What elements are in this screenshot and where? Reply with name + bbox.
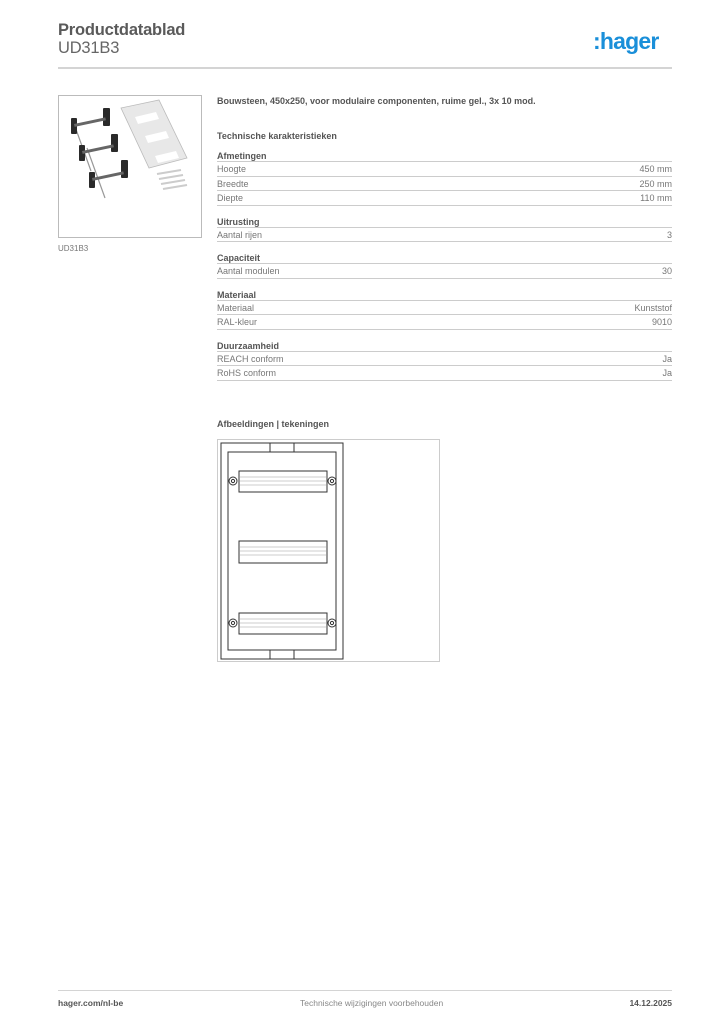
spec-label: Diepte (217, 193, 244, 203)
spec-label: Breedte (217, 178, 249, 189)
spec-value: Ja (662, 353, 672, 364)
enclosure-drawing-icon (220, 442, 344, 662)
spec-value: 30 (661, 266, 672, 276)
spec-label: Aantal rijen (217, 229, 263, 240)
spec-group-materiaal (217, 289, 672, 330)
product-photo-caption: UD31B3 (58, 244, 89, 253)
product-code: UD31B3 (58, 39, 120, 57)
footer-date: 14.12.2025 (629, 998, 672, 1008)
spec-row (217, 228, 672, 243)
spec-row (217, 264, 672, 279)
spec-value: 450 mm (639, 164, 672, 174)
footer-notice: Technische wijzigingen voorbehouden (300, 998, 444, 1008)
page-title: Productdatablad (58, 21, 186, 39)
header-divider (58, 67, 672, 69)
spec-value: 9010 (651, 317, 672, 327)
images-section-title: Afbeeldingen | tekeningen (217, 419, 330, 429)
spec-content (217, 95, 672, 381)
product-photo (58, 95, 202, 238)
technical-section-title: Technische karakteristieken (217, 131, 337, 141)
spec-label: RAL-kleur (217, 317, 258, 327)
spec-value: Kunststof (634, 302, 672, 313)
spec-value: 3 (666, 229, 672, 240)
spec-value: 250 mm (639, 178, 672, 189)
spec-row (217, 315, 672, 330)
spec-group-title: Duurzaamheid (217, 340, 672, 352)
hager-logo: :hager (593, 28, 659, 54)
spec-row (217, 177, 672, 192)
spec-group-title: Uitrusting (217, 216, 672, 228)
spec-group-title: Materiaal (217, 289, 672, 301)
spec-label: REACH conform (217, 353, 284, 364)
spec-row (217, 366, 672, 381)
spec-value: Ja (662, 368, 672, 378)
spec-row (217, 301, 672, 316)
spec-group-title: Capaciteit (217, 252, 672, 264)
footer-website-link[interactable]: hager.com/nl-be (58, 998, 124, 1008)
product-kit-illustration (59, 96, 201, 237)
spec-group-afmetingen (217, 150, 672, 206)
footer-divider (58, 990, 672, 991)
spec-group-title: Afmetingen (217, 150, 672, 162)
spec-label: Materiaal (217, 302, 255, 313)
spec-label: Hoogte (217, 164, 247, 174)
spec-group-duurzaamheid (217, 340, 672, 381)
spec-label: Aantal modulen (217, 266, 280, 276)
spec-label: RoHS conform (217, 368, 277, 378)
spec-row (217, 162, 672, 177)
spec-group-uitrusting (217, 216, 672, 243)
spec-group-capaciteit (217, 252, 672, 279)
spec-value: 110 mm (640, 193, 672, 203)
spec-row (217, 352, 672, 367)
technical-drawing (217, 439, 440, 662)
product-description: Bouwsteen, 450x250, voor modulaire componenten, ruime gel., 3x 10 mod. (217, 96, 536, 106)
spec-row (217, 191, 672, 206)
